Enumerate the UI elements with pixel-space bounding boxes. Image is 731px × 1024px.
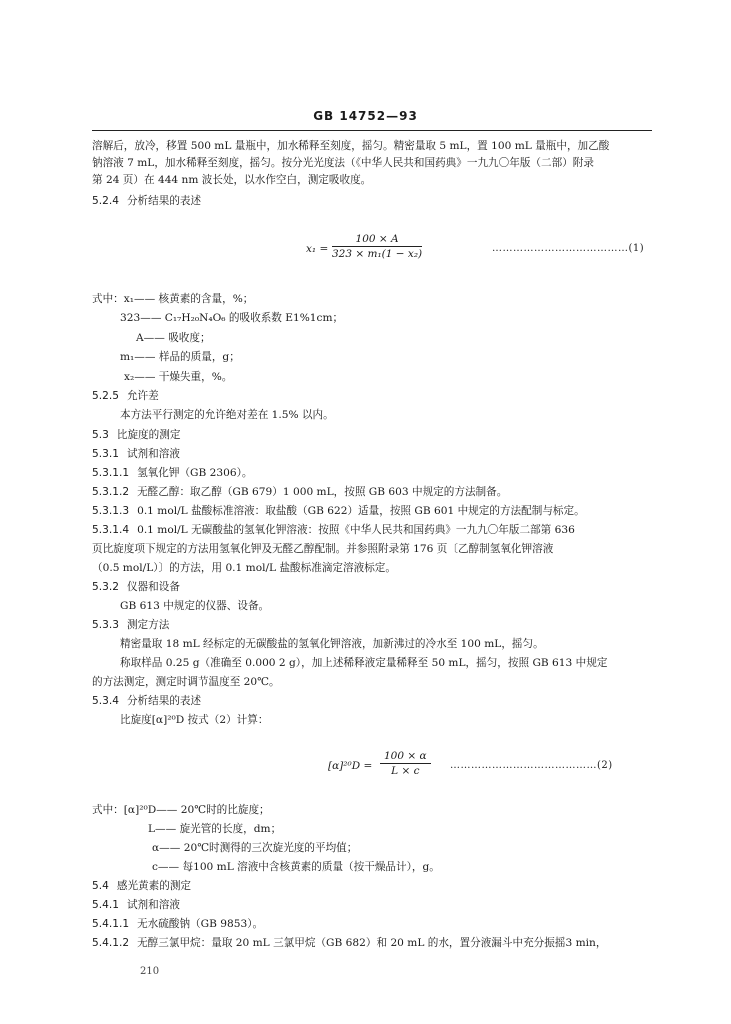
clause-number: 5.3.1.2 (92, 486, 130, 498)
equation-1-lhs: x₁ = (306, 243, 329, 255)
header-rule (92, 130, 652, 131)
section-number: 5.4 (92, 880, 109, 892)
section-5-3-1 (92, 447, 180, 461)
paragraph-line: 称取样品 0.25 g（准确至 0.000 2 g），加上述稀释液定量稀释至 50 mL，摇匀，按照 GB 613 中规定 (120, 657, 608, 669)
section-number: 5.2.5 (92, 390, 119, 402)
clause-text: 0.1 mol/L 无碳酸盐的氢氧化钾溶液：按照《中华人民共和国药典》一九九〇年版二部第 636 (137, 524, 575, 536)
section-title: 试剂和溶液 (126, 899, 180, 911)
clause-5-3-1-2 (92, 485, 507, 499)
section-5-4 (92, 879, 191, 893)
equation-2-number: ……………………………………(2) (450, 760, 613, 771)
clause-number: 5.3.1.4 (92, 524, 130, 536)
paragraph-line: GB 613 中规定的仪器、设备。 (120, 600, 270, 612)
definition-line: α—— 20℃时测得的三次旋光度的平均值； (152, 842, 358, 854)
definition-line: m₁—— 样品的质量，g； (120, 351, 240, 363)
equation-1-denominator: 323 × m₁(1 − x₂) (332, 248, 423, 260)
clause-text: 氢氧化钾（GB 2306）。 (137, 467, 253, 479)
section-5-3-4 (92, 694, 201, 708)
section-number: 5.3.4 (92, 695, 119, 707)
clause-number: 5.4.1.1 (92, 918, 130, 930)
definition-line: x₂—— 干燥失重，%。 (124, 371, 233, 383)
section-5-3 (92, 428, 180, 442)
equation-1-numerator: 100 × A (332, 233, 422, 247)
definition-line: 式中：[α]²⁰D—— 20℃时的比旋度； (92, 804, 270, 816)
section-number: 5.2.4 (92, 195, 119, 207)
section-title: 测定方法 (126, 619, 170, 631)
paragraph-line: 钠溶液 7 mL，加水稀释至刻度，摇匀。按分光光度法（《中华人民共和国药典》一九九〇年版（二部）附录 (92, 157, 594, 169)
definition-line: 式中：x₁—— 核黄素的含量，%； (92, 293, 254, 305)
clause-text: 无水硫酸钠（GB 9853）。 (137, 918, 264, 930)
definition-line: L—— 旋光管的长度，dm； (148, 823, 282, 835)
equation-2-lhs: [α]²⁰D = (328, 760, 373, 772)
standard-header: GB 14752—93 (313, 109, 418, 123)
clause-5-3-1-4 (92, 523, 575, 537)
paragraph-line: 第 24 页）在 444 nm 波长处，以水作空白，测定吸收度。 (92, 174, 372, 186)
equation-1-fraction (332, 233, 422, 260)
section-number: 5.3.1 (92, 448, 119, 460)
clause-text: 0.1 mol/L 盐酸标准溶液：取盐酸（GB 622）适量，按照 GB 601 中规定的方法配制与标定。 (137, 505, 585, 517)
clause-5-3-1-1 (92, 466, 253, 480)
equation-2-fraction (380, 750, 431, 777)
equation-1-number: …………………………………(1) (492, 243, 645, 254)
paragraph-line: 精密量取 18 mL 经标定的无碳酸盐的氢氧化钾溶液，加新沸过的冷水至 100 mL，摇匀。 (120, 638, 544, 650)
section-number: 5.4.1 (92, 899, 119, 911)
section-5-2-5 (92, 389, 159, 403)
paragraph-line: 本方法平行测定的允许绝对差在 1.5% 以内。 (120, 409, 334, 421)
equation-2-numerator: 100 × α (380, 750, 431, 764)
definition-line: 323—— C₁₇H₂₀N₄O₆ 的吸收系数 E1%1cm； (120, 312, 344, 324)
section-5-3-3 (92, 618, 169, 632)
section-title: 分析结果的表述 (126, 195, 202, 207)
paragraph-line: （0.5 mol/L）〕的方法，用 0.1 mol/L 盐酸标准滴定溶液标定。 (92, 562, 396, 574)
paragraph-line: 比旋度[α]²⁰D 按式（2）计算： (120, 714, 269, 726)
section-number: 5.3.2 (92, 581, 119, 593)
section-title: 允许差 (126, 390, 159, 402)
clause-5-3-1-3 (92, 504, 585, 518)
page-number: 210 (140, 966, 160, 977)
section-title: 感光黄素的测定 (116, 880, 192, 892)
clause-5-4-1-1 (92, 917, 263, 931)
clause-text: 无醇三氯甲烷：量取 20 mL 三氯甲烷（GB 682）和 20 mL 的水，置分液漏斗中充分振摇3 min， (137, 937, 607, 949)
clause-number: 5.3.1.3 (92, 505, 130, 517)
paragraph-line: 的方法测定，测定时调节温度至 20℃。 (92, 676, 280, 688)
definition-line: A—— 吸收度； (136, 332, 211, 344)
definition-line: c—— 每100 mL 溶液中含核黄素的质量（按干燥品计），g。 (152, 861, 440, 873)
clause-5-4-1-2 (92, 936, 606, 950)
section-5-3-2 (92, 580, 180, 594)
section-title: 仪器和设备 (126, 581, 180, 593)
clause-text: 无醛乙醇：取乙醇（GB 679）1 000 mL，按照 GB 603 中规定的方法制备。 (137, 486, 508, 498)
clause-number: 5.4.1.2 (92, 937, 130, 949)
paragraph-line: 页比旋度项下规定的方法用氢氧化钾及无醛乙醇配制。并参照附录第 176 页〔乙醇制氢氧化钾溶液 (92, 543, 554, 555)
section-number: 5.3.3 (92, 619, 119, 631)
section-5-2-4 (92, 194, 201, 208)
section-5-4-1 (92, 898, 180, 912)
section-title: 试剂和溶液 (126, 448, 180, 460)
section-number: 5.3 (92, 429, 109, 441)
section-title: 分析结果的表述 (126, 695, 202, 707)
clause-number: 5.3.1.1 (92, 467, 130, 479)
paragraph-line: 溶解后，放冷，移置 500 mL 量瓶中，加水稀释至刻度，摇匀。精密量取 5 mL，置 100 mL 量瓶中，加乙酸 (92, 140, 610, 152)
equation-2-denominator: L × c (391, 765, 420, 777)
section-title: 比旋度的测定 (116, 429, 181, 441)
